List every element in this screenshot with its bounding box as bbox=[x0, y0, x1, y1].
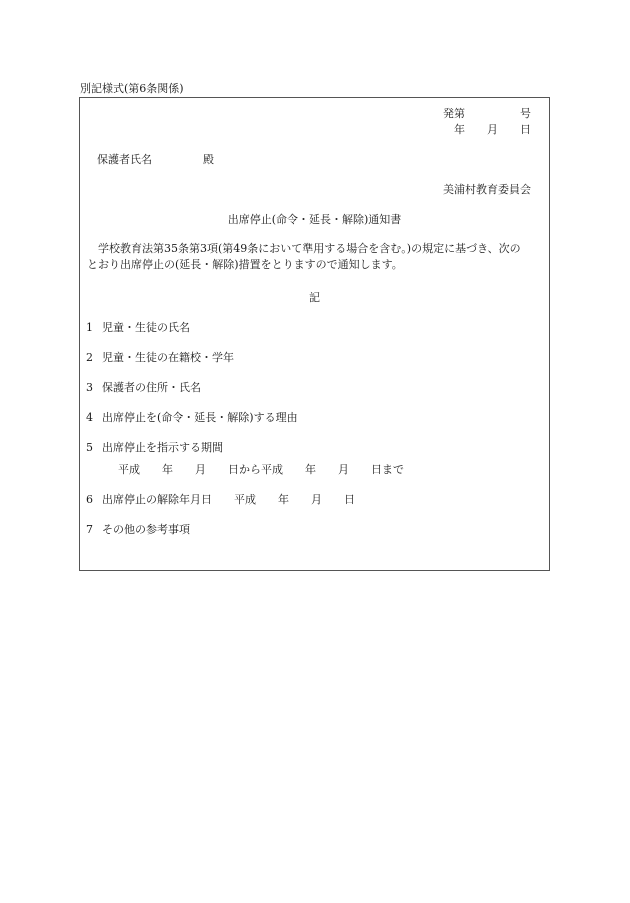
issue-date: 年 月 日 bbox=[454, 123, 531, 136]
ki-heading: 記 bbox=[309, 291, 320, 304]
body-line-1: 学校教育法第35条第3項(第49条において準用する場合を含む。)の規定に基づき、次の bbox=[98, 242, 521, 255]
guardian-name-label: 保護者氏名 bbox=[97, 153, 152, 166]
honorific: 殿 bbox=[203, 153, 214, 166]
item-1: 1 児童・生徒の氏名 bbox=[86, 321, 190, 334]
item-2: 2 児童・生徒の在籍校・学年 bbox=[86, 351, 234, 364]
form-caption: 別記様式(第6条関係) bbox=[80, 82, 184, 95]
notice-form bbox=[79, 97, 550, 571]
item-7: 7 その他の参考事項 bbox=[86, 523, 190, 536]
issuer: 美浦村教育委員会 bbox=[443, 183, 531, 196]
item-3: 3 保護者の住所・氏名 bbox=[86, 381, 201, 394]
issue-number: 発第 号 bbox=[443, 107, 531, 120]
document-title: 出席停止(命令・延長・解除)通知書 bbox=[227, 213, 402, 226]
item-5: 5 出席停止を指示する期間 bbox=[86, 441, 223, 454]
body-text bbox=[87, 241, 542, 273]
period-line: 平成 年 月 日から平成 年 月 日まで bbox=[118, 463, 404, 476]
body-line-2: とおり出席停止の(延長・解除)措置をとりますので通知します。 bbox=[87, 258, 403, 271]
item-4: 4 出席停止を(命令・延長・解除)する理由 bbox=[86, 411, 298, 424]
item-6: 6 出席停止の解除年月日 平成 年 月 日 bbox=[86, 493, 355, 506]
